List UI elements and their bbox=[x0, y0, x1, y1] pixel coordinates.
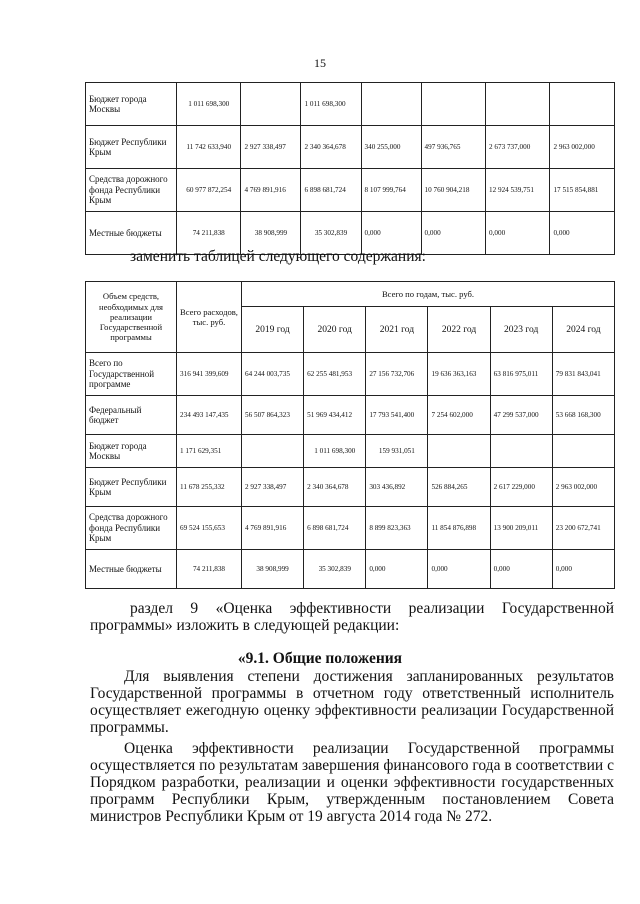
cell-2019: 2 927 338,497 bbox=[241, 126, 301, 169]
cell-2022: 526 884,265 bbox=[428, 468, 490, 507]
cell-2022: 10 760 904,218 bbox=[421, 169, 485, 212]
cell-2020: 1 011 698,300 bbox=[301, 83, 361, 126]
cell-2019: 4 769 891,916 bbox=[242, 507, 304, 550]
row-label: Местные бюджеты bbox=[86, 212, 177, 255]
cell-total: 74 211,838 bbox=[177, 212, 241, 255]
cell-2020: 35 302,839 bbox=[301, 212, 361, 255]
cell-2022: 497 936,765 bbox=[421, 126, 485, 169]
table-row bbox=[86, 507, 615, 550]
cell-2022: 0,000 bbox=[421, 212, 485, 255]
cell-2021: 8 107 999,764 bbox=[361, 169, 421, 212]
cell-2021: 159 931,051 bbox=[366, 435, 428, 468]
cell-2019 bbox=[242, 435, 304, 468]
cell-2023: 47 299 537,000 bbox=[490, 396, 552, 435]
header-year-2022: 2022 год bbox=[428, 307, 490, 353]
row-label: Федеральный бюджет bbox=[86, 396, 177, 435]
replace-instruction: заменить таблицей следующего содержания: bbox=[130, 248, 426, 265]
header-year-2021: 2021 год bbox=[366, 307, 428, 353]
row-label: Местные бюджеты bbox=[86, 550, 177, 589]
budget-table-continuation bbox=[85, 82, 615, 255]
cell-2019 bbox=[241, 83, 301, 126]
cell-2021: 340 255,000 bbox=[361, 126, 421, 169]
cell-2019: 56 507 864,323 bbox=[242, 396, 304, 435]
cell-2020: 2 340 364,678 bbox=[304, 468, 366, 507]
cell-2024: 17 515 854,881 bbox=[550, 169, 615, 212]
table-row bbox=[86, 468, 615, 507]
cell-2023: 0,000 bbox=[490, 550, 552, 589]
cell-2022: 19 636 363,163 bbox=[428, 353, 490, 396]
row-label: Бюджет Республики Крым bbox=[86, 126, 177, 169]
cell-2021 bbox=[361, 83, 421, 126]
cell-2019: 4 769 891,916 bbox=[241, 169, 301, 212]
row-label: Бюджет города Москвы bbox=[86, 83, 177, 126]
cell-2021: 17 793 541,400 bbox=[366, 396, 428, 435]
cell-2024 bbox=[550, 83, 615, 126]
cell-2020: 62 255 481,953 bbox=[304, 353, 366, 396]
budget-table-new bbox=[85, 281, 615, 589]
row-label: Средства дорожного фонда Республики Крым bbox=[86, 507, 177, 550]
header-year-2019: 2019 год bbox=[242, 307, 304, 353]
cell-total: 60 977 872,254 bbox=[177, 169, 241, 212]
cell-2021: 0,000 bbox=[366, 550, 428, 589]
cell-2023: 63 816 975,011 bbox=[490, 353, 552, 396]
cell-2024: 23 200 672,741 bbox=[552, 507, 614, 550]
cell-2021: 27 156 732,706 bbox=[366, 353, 428, 396]
cell-2023 bbox=[490, 435, 552, 468]
cell-2023: 13 900 209,011 bbox=[490, 507, 552, 550]
cell-total: 74 211,838 bbox=[177, 550, 242, 589]
row-label: Всего по Государственной программе bbox=[86, 353, 177, 396]
section-instruction-line-2: программы» изложить в следующей редакции: bbox=[90, 617, 400, 634]
header-year-2024: 2024 год bbox=[552, 307, 614, 353]
cell-2022 bbox=[428, 435, 490, 468]
cell-2022: 0,000 bbox=[428, 550, 490, 589]
cell-2023: 0,000 bbox=[485, 212, 549, 255]
header-year-2020: 2020 год bbox=[304, 307, 366, 353]
cell-2020: 2 340 364,678 bbox=[301, 126, 361, 169]
cell-2024: 2 963 002,000 bbox=[550, 126, 615, 169]
table-header-row bbox=[86, 282, 615, 307]
cell-2023 bbox=[485, 83, 549, 126]
page-number: 15 bbox=[314, 56, 326, 70]
cell-2024 bbox=[552, 435, 614, 468]
cell-2024: 2 963 002,000 bbox=[552, 468, 614, 507]
cell-2024: 0,000 bbox=[552, 550, 614, 589]
cell-total: 1 171 629,351 bbox=[177, 435, 242, 468]
cell-2019: 38 908,999 bbox=[242, 550, 304, 589]
cell-2023: 2 673 737,000 bbox=[485, 126, 549, 169]
cell-2020: 6 898 681,724 bbox=[301, 169, 361, 212]
cell-2020: 35 302,839 bbox=[304, 550, 366, 589]
cell-2019: 2 927 338,497 bbox=[242, 468, 304, 507]
paragraph-2: Оценка эффективности реализации Государственной программы осуществляется по результатам завершения финансового года в соответствии с Порядком разработки, реализации и оценки эффективности государственных программ Республики Крым, утвержденным постановлением Совета министров Республики Крым от 19 августа 2014 года № 272. bbox=[90, 740, 614, 825]
row-label: Бюджет Республики Крым bbox=[86, 468, 177, 507]
cell-2020: 51 969 434,412 bbox=[304, 396, 366, 435]
cell-total: 69 524 155,653 bbox=[177, 507, 242, 550]
cell-total: 11 742 633,940 bbox=[177, 126, 241, 169]
cell-2022: 11 854 876,898 bbox=[428, 507, 490, 550]
header-years-span: Всего по годам, тыс. руб. bbox=[242, 282, 615, 307]
cell-2019: 38 908,999 bbox=[241, 212, 301, 255]
header-label: Объем средств, необходимых для реализации Государственной программы bbox=[86, 282, 177, 353]
cell-2021: 0,000 bbox=[361, 212, 421, 255]
cell-2024: 53 668 168,300 bbox=[552, 396, 614, 435]
table-row bbox=[86, 550, 615, 589]
cell-2022 bbox=[421, 83, 485, 126]
table-row bbox=[86, 169, 615, 212]
row-label: Бюджет города Москвы bbox=[86, 435, 177, 468]
cell-total: 316 941 399,609 bbox=[177, 353, 242, 396]
table-row bbox=[86, 435, 615, 468]
cell-2021: 303 436,892 bbox=[366, 468, 428, 507]
cell-total: 1 011 698,300 bbox=[177, 83, 241, 126]
table-row bbox=[86, 396, 615, 435]
cell-2020: 6 898 681,724 bbox=[304, 507, 366, 550]
cell-2020: 1 011 698,300 bbox=[304, 435, 366, 468]
header-total: Всего расходов, тыс. руб. bbox=[177, 282, 242, 353]
cell-total: 234 493 147,435 bbox=[177, 396, 242, 435]
table-row bbox=[86, 83, 615, 126]
table-row bbox=[86, 353, 615, 396]
cell-total: 11 678 255,332 bbox=[177, 468, 242, 507]
section-heading: «9.1. Общие положения bbox=[237, 650, 403, 667]
header-year-2023: 2023 год bbox=[490, 307, 552, 353]
cell-2019: 64 244 003,735 bbox=[242, 353, 304, 396]
row-label: Средства дорожного фонда Республики Крым bbox=[86, 169, 177, 212]
cell-2023: 2 617 229,000 bbox=[490, 468, 552, 507]
cell-2021: 8 899 823,363 bbox=[366, 507, 428, 550]
cell-2023: 12 924 539,751 bbox=[485, 169, 549, 212]
section-instruction-line-1: раздел 9 «Оценка эффективности реализации Государственной bbox=[130, 600, 614, 617]
cell-2022: 7 254 602,000 bbox=[428, 396, 490, 435]
table-row bbox=[86, 126, 615, 169]
cell-2024: 0,000 bbox=[550, 212, 615, 255]
cell-2024: 79 831 843,041 bbox=[552, 353, 614, 396]
paragraph-1: Для выявления степени достижения запланированных результатов Государственной программы в отчетном году ответственный исполнитель осуществляет ежегодную оценку эффективности реализации Государственной программы. bbox=[90, 668, 614, 736]
